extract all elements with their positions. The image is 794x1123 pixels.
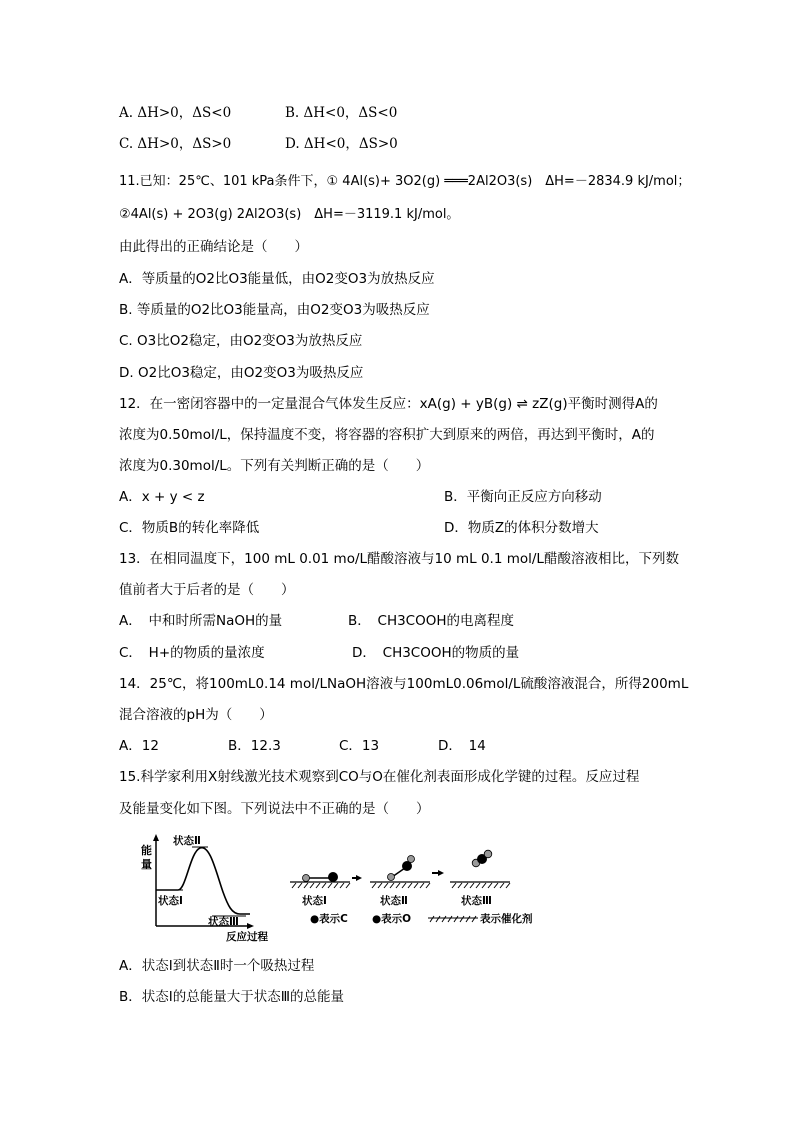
surface-state1 [290,872,350,907]
q12-line1: 12．在一密闭容器中的一定量混合气体发生反应：xA(g) + yB(g) ⇌ zZ(g)平衡时测得A的 [119,396,658,412]
svg-text:状态Ⅲ: 状态Ⅲ [461,895,492,907]
q13-line1: 13．在相同温度下，100 mL 0.01 mo/L醋酸溶液与10 mL 0.1 mol/L醋酸溶液相比，下列数 [119,551,679,567]
q14-option-d: D． 14 [438,738,486,754]
figure-legend [310,912,533,925]
q15-line2: 及能量变化如下图。下列说法中不正确的是（ ） [119,801,430,817]
y-axis-label-2: 量 [141,858,152,871]
q14-line2: 混合溶液的pH为（ ） [119,707,273,723]
q15-option-a: A．状态Ⅰ到状态Ⅱ时一个吸热过程 [119,958,315,974]
q13-option-a: A． 中和时所需NaOH的量 [119,613,283,629]
q14-option-b: B．12.3 [228,738,281,754]
q12-option-c: C．物质B的转化率降低 [119,520,260,536]
q10-option-d: D. ΔH<0，ΔS>0 [285,136,398,152]
q11-option-a: A．等质量的O2比O3能量低，由O2变O3为放热反应 [119,271,435,287]
surface-state3 [450,850,510,907]
q11-line1: 11.已知：25℃、101 kPa条件下，① 4Al(s)+ 3O2(g) ═══2Al2O3(s) ΔH=－2834.9 kJ/mol； [119,174,691,189]
q11-option-c: C. O3比O2稳定，由O2变O3为放热反应 [119,333,363,349]
q10-option-b: B. ΔH<0，ΔS<0 [285,105,398,121]
label-state3: 状态Ⅲ [208,916,239,928]
label-state2: 状态Ⅱ [173,835,201,847]
y-axis-label-1: 能 [141,844,152,857]
q12-option-a: A．x + y < z [119,489,205,505]
q11-option-b: B. 等质量的O2比O3能量高，由O2变O3为吸热反应 [119,302,430,318]
surface-state2 [370,856,430,908]
q15-line1: 15.科学家利用X射线激光技术观察到CO与O在催化剂表面形成化学键的过程。反应过程 [119,769,640,785]
svg-text:状态Ⅱ: 状态Ⅱ [380,895,408,907]
q12-option-b: B．平衡向正反应方向移动 [444,489,602,505]
q12-line2: 浓度为0.50mol/L，保持温度不变，将容器的容积扩大到原来的两倍，再达到平衡时，A的 [119,427,655,443]
q10-option-a: A. ΔH>0，ΔS<0 [119,105,232,121]
x-axis-label: 反应过程 [226,931,268,942]
q15-figure [128,832,548,942]
legend-catalyst: 表示催化剂 [480,913,533,925]
energy-diagram [141,834,268,942]
q13-option-b: B． CH3COOH的电离程度 [348,613,515,629]
q13-option-d: D． CH3COOH的物质的量 [352,645,520,661]
q13-line2: 值前者大于后者的是（ ） [119,582,295,598]
q10-option-c: C. ΔH>0，ΔS>0 [119,136,232,152]
legend-carbon: ●表示C [310,913,348,925]
q11-option-d: D. O2比O3稳定，由O2变O3为吸热反应 [119,365,364,381]
q14-option-c: C．13 [339,738,380,754]
q11-line2: ②4Al(s) + 2O3(g) 2Al2O3(s) ΔH=－3119.1 kJ/mol。 [119,207,460,222]
q14-option-a: A．12 [119,738,159,754]
svg-text:状态Ⅰ: 状态Ⅰ [302,895,327,907]
catalyst-hatch-icon [430,916,476,922]
legend-oxygen: ●表示O [372,913,412,925]
q12-option-d: D．物质Z的体积分数增大 [444,520,599,536]
q12-line3: 浓度为0.30mol/L。下列有关判断正确的是（ ） [119,458,430,474]
q15-option-b: B．状态Ⅰ的总能量大于状态Ⅲ的总能量 [119,989,345,1005]
q14-line1: 14．25℃，将100mL0.14 mol/LNaOH溶液与100mL0.06mol/L硫酸溶液混合，所得200mL [119,676,689,692]
q11-stem: 由此得出的正确结论是（ ） [119,239,308,255]
q13-option-c: C． H+的物质的量浓度 [119,645,265,661]
label-state1: 状态Ⅰ [158,895,183,907]
